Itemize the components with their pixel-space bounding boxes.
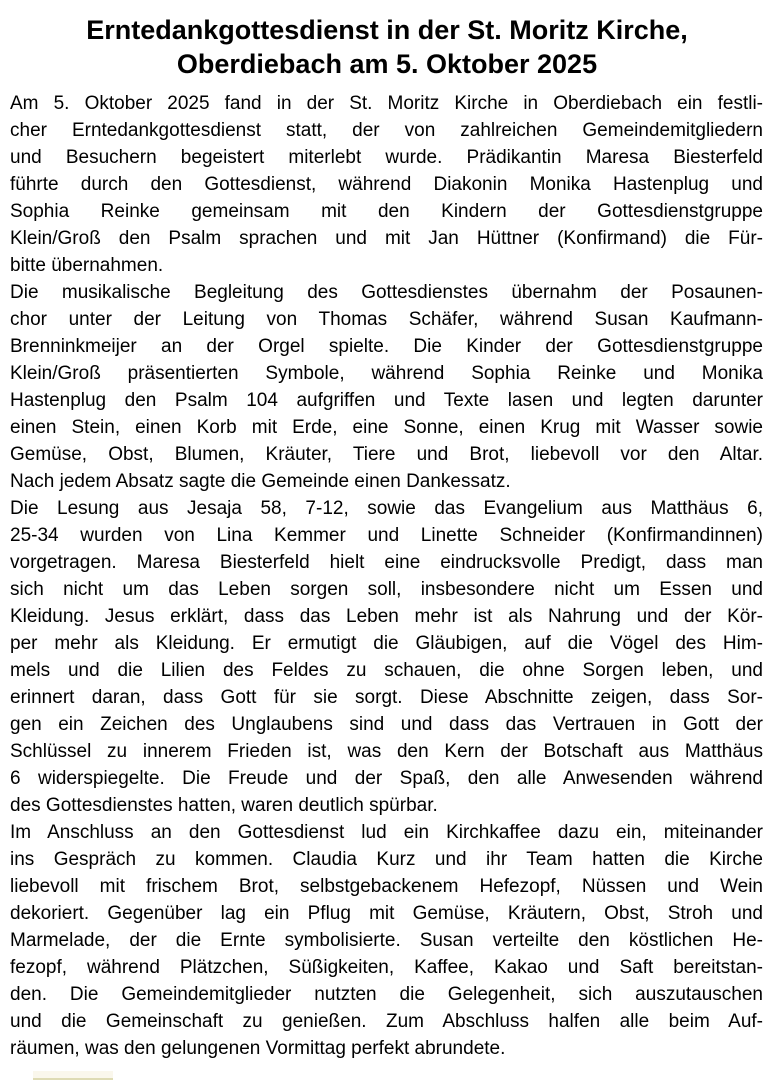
paragraph — [10, 279, 763, 495]
text-line: Gemüse, Obst, Blumen, Kräuter, Tiere und Brot, liebevoll vor den Altar. — [10, 444, 763, 465]
text-line: Im Anschluss an den Gottesdienst lud ein Kirchkaffee dazu ein, miteinander — [10, 822, 763, 843]
text-line: Die Lesung aus Jesaja 58, 7-12, sowie das Evangelium aus Matthäus 6, — [10, 498, 763, 519]
text-line: bitte übernahmen. — [10, 255, 164, 276]
text-line: dekoriert. Gegenüber lag ein Pflug mit Gemüse, Kräutern, Obst, Stroh und — [10, 903, 763, 924]
text-line: und die Gemeinschaft zu genießen. Zum Abschluss halfen alle beim Auf- — [10, 1011, 763, 1032]
text-line: Die musikalische Begleitung des Gottesdienstes übernahm der Posaunen- — [10, 282, 763, 303]
text-line: Brenninkmeijer an der Orgel spielte. Die Kinder der Gottesdienstgruppe — [10, 336, 763, 357]
text-line: ins Gespräch zu kommen. Claudia Kurz und ihr Team hatten die Kirche — [10, 849, 763, 870]
text-line: und Besuchern begeistert miterlebt wurde. Prädikantin Maresa Biesterfeld — [10, 147, 763, 168]
title-line: Erntedankgottesdienst in der St. Moritz Kirche, — [86, 15, 688, 45]
text-line: Am 5. Oktober 2025 fand in der St. Moritz Kirche in Oberdiebach ein festli- — [10, 93, 763, 114]
text-line: per mehr als Kleidung. Er ermutigt die Gläubigen, auf die Vögel des Him- — [10, 633, 763, 654]
title-line: Oberdiebach am 5. Oktober 2025 — [176, 49, 598, 79]
cutoff-bottom-element — [33, 1071, 113, 1080]
text-line: fezopf, während Plätzchen, Süßigkeiten, Kaffee, Kakao und Saft bereitstan- — [10, 957, 763, 978]
text-line: des Gottesdienstes hatten, waren deutlich spürbar. — [10, 795, 438, 816]
paragraph — [10, 819, 763, 1062]
text-line: den. Die Gemeindemitglieder nutzten die Gelegenheit, sich auszutauschen — [10, 984, 763, 1005]
text-line: liebevoll mit frischem Brot, selbstgebackenem Hefezopf, Nüssen und Wein — [10, 876, 763, 897]
text-line: Klein/Groß den Psalm sprachen und mit Jan Hüttner (Konfirmand) die Für- — [10, 228, 763, 249]
text-line: gen ein Zeichen des Unglaubens sind und dass das Vertrauen in Gott der — [10, 714, 763, 735]
document-body — [10, 90, 763, 1062]
paragraph — [10, 495, 763, 819]
text-line: 6 widerspiegelte. Die Freude und der Spaß, den alle Anwesenden während — [10, 768, 763, 789]
text-line: 25-34 wurden von Lina Kemmer und Linette Schneider (Konfirmandinnen) — [10, 525, 763, 546]
paragraph — [10, 90, 763, 279]
text-line: erinnert daran, dass Gott für sie sorgt. Diese Abschnitte zeigen, dass Sor- — [10, 687, 763, 708]
text-line: vorgetragen. Maresa Biesterfeld hielt eine eindrucksvolle Predigt, dass man — [10, 552, 763, 573]
text-line: räumen, was den gelungenen Vormittag perfekt abrundete. — [10, 1038, 506, 1059]
text-line: Sophia Reinke gemeinsam mit den Kindern der Gottesdienstgruppe — [10, 201, 763, 222]
text-line: Hastenplug den Psalm 104 aufgriffen und Texte lasen und legten darunter — [10, 390, 763, 411]
text-line: Klein/Groß präsentierten Symbole, während Sophia Reinke und Monika — [10, 363, 763, 384]
text-line: cher Erntedankgottesdienst statt, der von zahlreichen Gemeindemitgliedern — [10, 120, 763, 141]
text-line: Nach jedem Absatz sagte die Gemeinde einen Dankessatz. — [10, 471, 511, 492]
text-line: Schlüssel zu innerem Frieden ist, was den Kern der Botschaft aus Matthäus — [10, 741, 763, 762]
text-line: sich nicht um das Leben sorgen soll, insbesondere nicht um Essen und — [10, 579, 763, 600]
text-line: Marmelade, der die Ernte symbolisierte. Susan verteilte den köstlichen He- — [10, 930, 763, 951]
text-line: einen Stein, einen Korb mit Erde, eine Sonne, einen Krug mit Wasser sowie — [10, 417, 763, 438]
text-line: Kleidung. Jesus erklärt, dass das Leben mehr ist als Nahrung und der Kör- — [10, 606, 763, 627]
document-title — [0, 0, 774, 81]
text-line: führte durch den Gottesdienst, während Diakonin Monika Hastenplug und — [10, 174, 763, 195]
text-line: chor unter der Leitung von Thomas Schäfer, während Susan Kaufmann- — [10, 309, 763, 330]
text-line: mels und die Lilien des Feldes zu schauen, die ohne Sorgen leben, und — [10, 660, 763, 681]
